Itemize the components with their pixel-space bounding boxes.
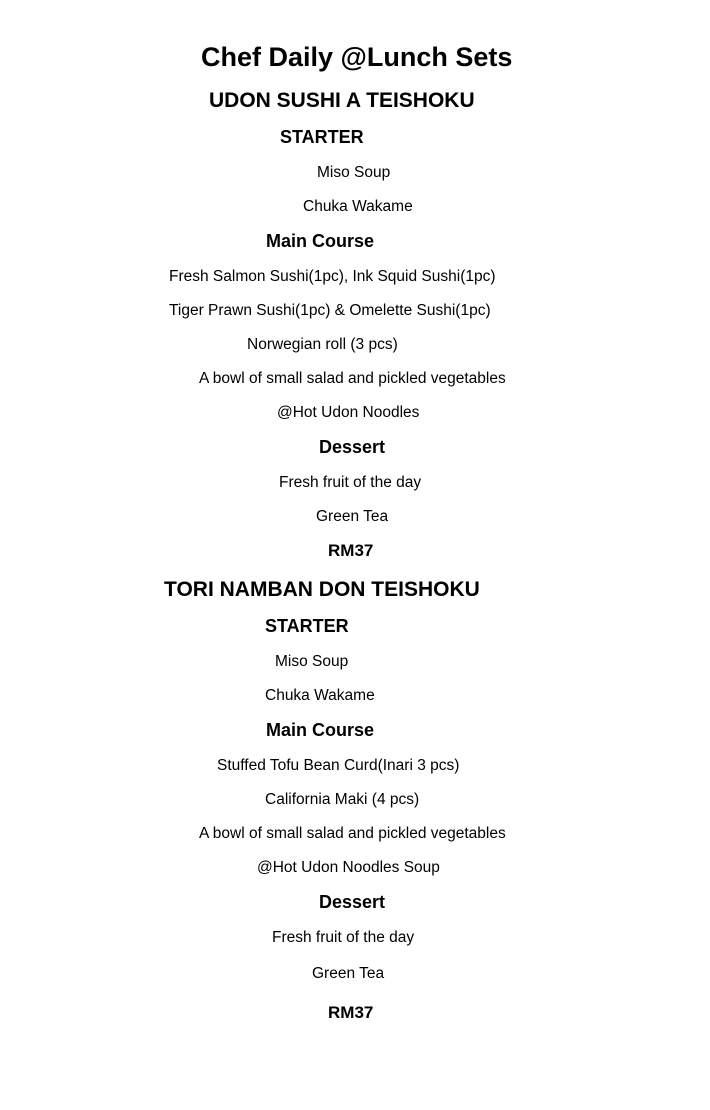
set-price: RM37 [328,541,374,560]
set-title: UDON SUSHI A TEISHOKU [209,89,475,112]
dessert-heading: Dessert [319,892,386,912]
set-title: TORI NAMBAN DON TEISHOKU [164,578,480,601]
menu-item: @Hot Udon Noodles Soup [257,859,440,876]
menu-item: Fresh Salmon Sushi(1pc), Ink Squid Sushi(1pc) [169,268,496,285]
main-course-heading: Main Course [266,231,375,251]
menu-item: Miso Soup [275,653,349,670]
menu-item: Chuka Wakame [265,687,375,704]
menu-item: Miso Soup [317,164,391,181]
menu-item: Tiger Prawn Sushi(1pc) & Omelette Sushi(1pc) [169,302,491,319]
main-course-heading: Main Course [266,720,375,740]
menu-item: Chuka Wakame [303,198,413,215]
menu-item: Stuffed Tofu Bean Curd(Inari 3 pcs) [217,757,460,774]
dessert-heading: Dessert [319,437,386,457]
menu-item: Green Tea [316,508,389,525]
menu-item: A bowl of small salad and pickled vegetables [199,370,506,387]
menu-title: Chef Daily @Lunch Sets [201,42,513,72]
starter-heading: STARTER [280,127,364,147]
set-price: RM37 [328,1003,374,1022]
menu-item: Fresh fruit of the day [279,474,422,491]
menu-item: @Hot Udon Noodles [277,404,420,421]
menu-item: Norwegian roll (3 pcs) [247,336,398,353]
menu-item: California Maki (4 pcs) [265,791,420,808]
menu-item: A bowl of small salad and pickled vegetables [199,825,506,842]
menu-item: Green Tea [312,965,385,982]
starter-heading: STARTER [265,616,349,636]
menu-item: Fresh fruit of the day [272,929,415,946]
